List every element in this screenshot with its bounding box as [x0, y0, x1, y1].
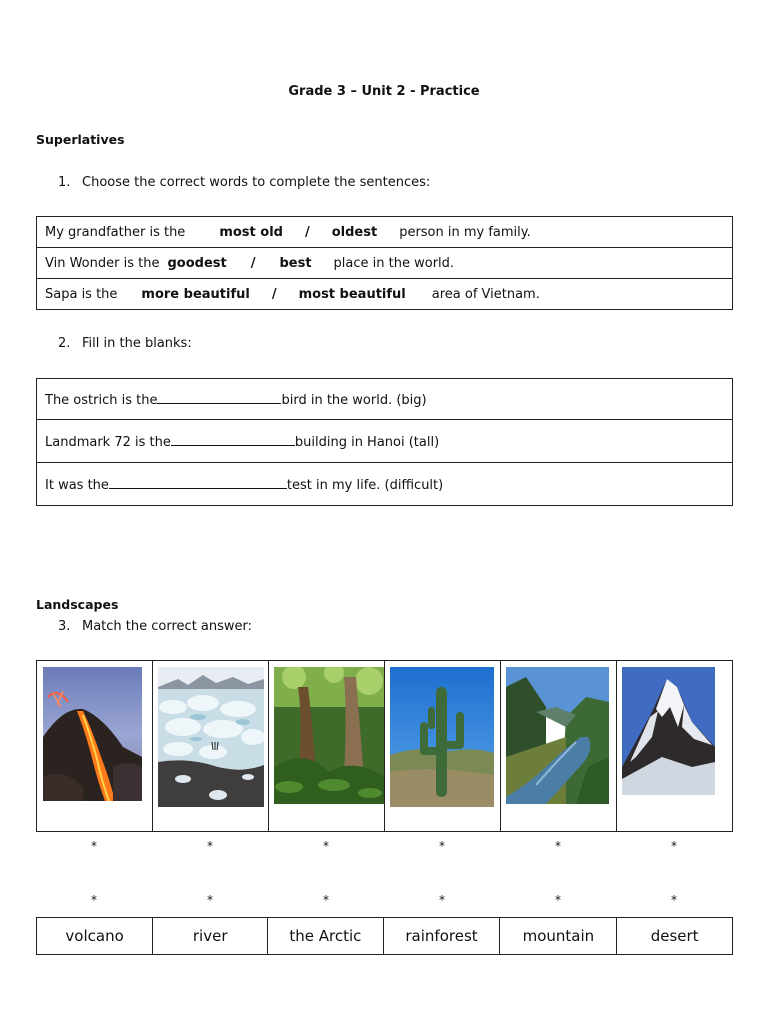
answer-blank[interactable] — [157, 391, 281, 404]
table-row — [37, 217, 733, 248]
question-1 — [58, 175, 430, 190]
word-cell: the Arctic — [268, 918, 383, 955]
sentence-end: test in my life. (difficult) — [286, 477, 444, 493]
option-separator: / — [304, 224, 310, 240]
table-row — [37, 279, 733, 310]
snowy-mountain-photo — [622, 667, 715, 795]
question-number: 2. — [58, 336, 71, 351]
volcano-photo — [43, 667, 142, 801]
question-2 — [58, 336, 192, 351]
rainforest-photo — [274, 667, 384, 804]
option-b[interactable]: oldest — [331, 224, 378, 240]
option-b[interactable]: most beautiful — [298, 286, 406, 302]
option-a[interactable]: most old — [219, 224, 283, 240]
sentence-start: Vin Wonder is the — [45, 255, 160, 271]
sentence-end: person in my family. — [399, 224, 531, 240]
page-title: Grade 3 – Unit 2 - Practice — [288, 84, 480, 99]
word-cell: rainforest — [383, 918, 500, 955]
match-dot[interactable]: * — [323, 893, 329, 907]
question-number: 1. — [58, 175, 71, 190]
match-dot[interactable]: * — [555, 839, 561, 853]
river-valley-photo — [506, 667, 609, 804]
question-prompt: Match the correct answer: — [82, 619, 253, 634]
section-heading-landscapes: Landscapes — [36, 597, 119, 612]
fill-blank-table — [36, 378, 733, 506]
word-cell: mountain — [500, 918, 617, 955]
sentence-start: It was the — [45, 477, 109, 493]
sentence-end: building in Hanoi (tall) — [294, 434, 440, 450]
image-grid — [36, 660, 733, 836]
answer-blank[interactable] — [109, 476, 287, 489]
question-prompt: Fill in the blanks: — [82, 336, 192, 351]
option-separator: / — [271, 286, 277, 302]
cactus-desert-photo — [390, 667, 494, 807]
sentence-end: area of Vietnam. — [431, 286, 540, 302]
question-3 — [58, 619, 252, 634]
table-row — [37, 918, 733, 955]
match-dot[interactable]: * — [555, 893, 561, 907]
word-cell: volcano — [37, 918, 153, 955]
table-row — [37, 379, 733, 420]
word-cell: desert — [617, 918, 733, 955]
table-row — [37, 420, 733, 463]
match-dot[interactable]: * — [439, 893, 445, 907]
table-row — [37, 248, 733, 279]
sentence-end: place in the world. — [333, 255, 455, 271]
word-table — [36, 917, 733, 955]
option-b[interactable]: best — [279, 255, 312, 271]
question-number: 3. — [58, 619, 71, 634]
match-dot[interactable]: * — [207, 893, 213, 907]
section-heading-superlatives: Superlatives — [36, 132, 125, 147]
option-a[interactable]: more beautiful — [141, 286, 250, 302]
option-separator: / — [250, 255, 256, 271]
sentence-start: Landmark 72 is the — [45, 434, 171, 450]
match-dot[interactable]: * — [207, 839, 213, 853]
sentence-end: bird in the world. (big) — [281, 392, 427, 408]
sentence-start: The ostrich is the — [45, 392, 158, 408]
match-dot[interactable]: * — [91, 893, 97, 907]
option-a[interactable]: goodest — [167, 255, 227, 271]
match-dot[interactable]: * — [91, 839, 97, 853]
match-dot[interactable]: * — [671, 839, 677, 853]
table-row — [37, 463, 733, 506]
question-prompt: Choose the correct words to complete the sentences: — [82, 175, 431, 190]
sentence-start: My grandfather is the — [45, 224, 186, 240]
arctic-ice-photo — [158, 667, 264, 807]
choice-table — [36, 216, 733, 310]
word-cell: river — [153, 918, 268, 955]
match-dot[interactable]: * — [439, 839, 445, 853]
sentence-start: Sapa is the — [45, 286, 118, 302]
answer-blank[interactable] — [171, 433, 295, 446]
match-dot[interactable]: * — [323, 839, 329, 853]
match-dot[interactable]: * — [671, 893, 677, 907]
